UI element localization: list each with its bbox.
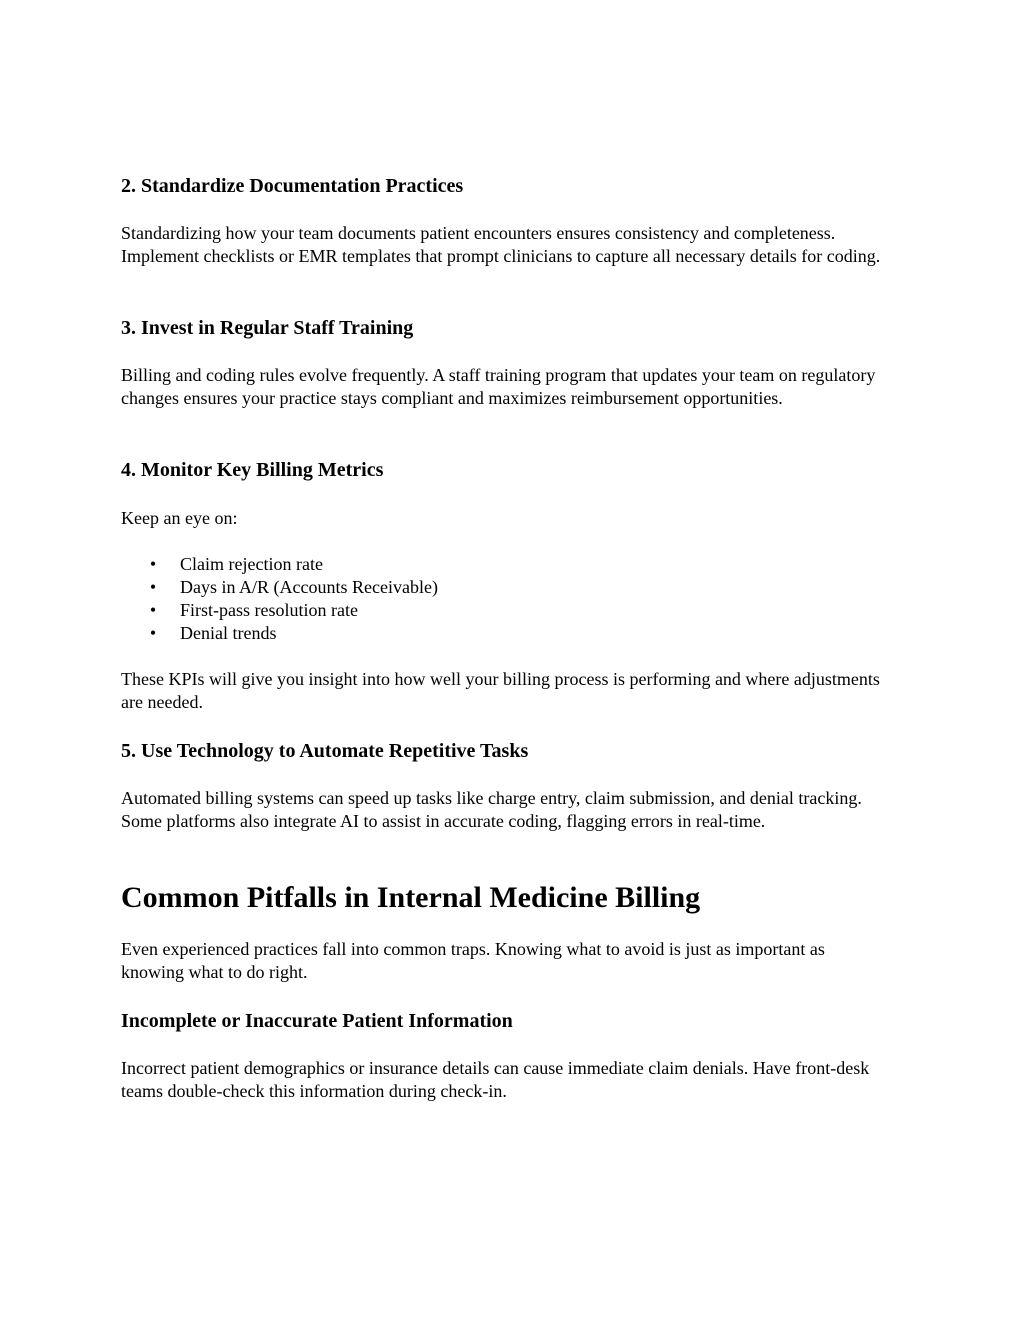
bullet-icon: • <box>149 600 157 620</box>
list-item <box>121 599 891 622</box>
pitfalls-intro: Even experienced practices fall into common traps. Knowing what to avoid is just as important as knowing what to do right. <box>121 939 825 982</box>
pitfalls-subheading: Incomplete or Inaccurate Patient Information <box>121 1010 513 1032</box>
bullet-icon: • <box>149 577 157 597</box>
section-body-automation: Automated billing systems can speed up tasks like charge entry, claim submission, and denial tracking. Some platforms also integrate AI to assist in accurate coding, flagging errors in real-time. <box>121 788 862 831</box>
list-item <box>121 553 891 576</box>
section-intro-billing-metrics: Keep an eye on: <box>121 508 238 528</box>
list-item-text: Days in A/R (Accounts Receivable) <box>180 577 438 597</box>
section-heading-staff-training: 3. Invest in Regular Staff Training <box>121 317 414 339</box>
section-heading-automation: 5. Use Technology to Automate Repetitive Tasks <box>121 740 529 762</box>
section-body-standardize-documentation: Standardizing how your team documents patient encounters ensures consistency and completeness. Implement checklists or EMR templates that prompt clinicians to capture all necessary details for coding. <box>121 223 881 266</box>
list-item-text: Claim rejection rate <box>180 554 323 574</box>
list-item-text: First-pass resolution rate <box>180 600 358 620</box>
list-item <box>121 576 891 599</box>
billing-metrics-list <box>121 553 891 645</box>
list-item-text: Denial trends <box>180 623 277 643</box>
section-heading-billing-metrics: 4. Monitor Key Billing Metrics <box>121 459 384 481</box>
section-body-staff-training: Billing and coding rules evolve frequently. A staff training program that updates your team on regulatory changes ensures your practice stays compliant and maximizes reimbursement opportunities. <box>121 365 876 408</box>
section-heading-standardize-documentation: 2. Standardize Documentation Practices <box>121 175 464 197</box>
bullet-icon: • <box>149 623 157 643</box>
pitfalls-title: Common Pitfalls in Internal Medicine Billing <box>121 881 701 914</box>
list-item <box>121 622 891 645</box>
pitfalls-body: Incorrect patient demographics or insurance details can cause immediate claim denials. Have front-desk teams double-check this information during check-in. <box>121 1058 870 1101</box>
bullet-icon: • <box>149 554 157 574</box>
section-body-billing-metrics: These KPIs will give you insight into how well your billing process is performing and where adjustments are needed. <box>121 669 880 712</box>
